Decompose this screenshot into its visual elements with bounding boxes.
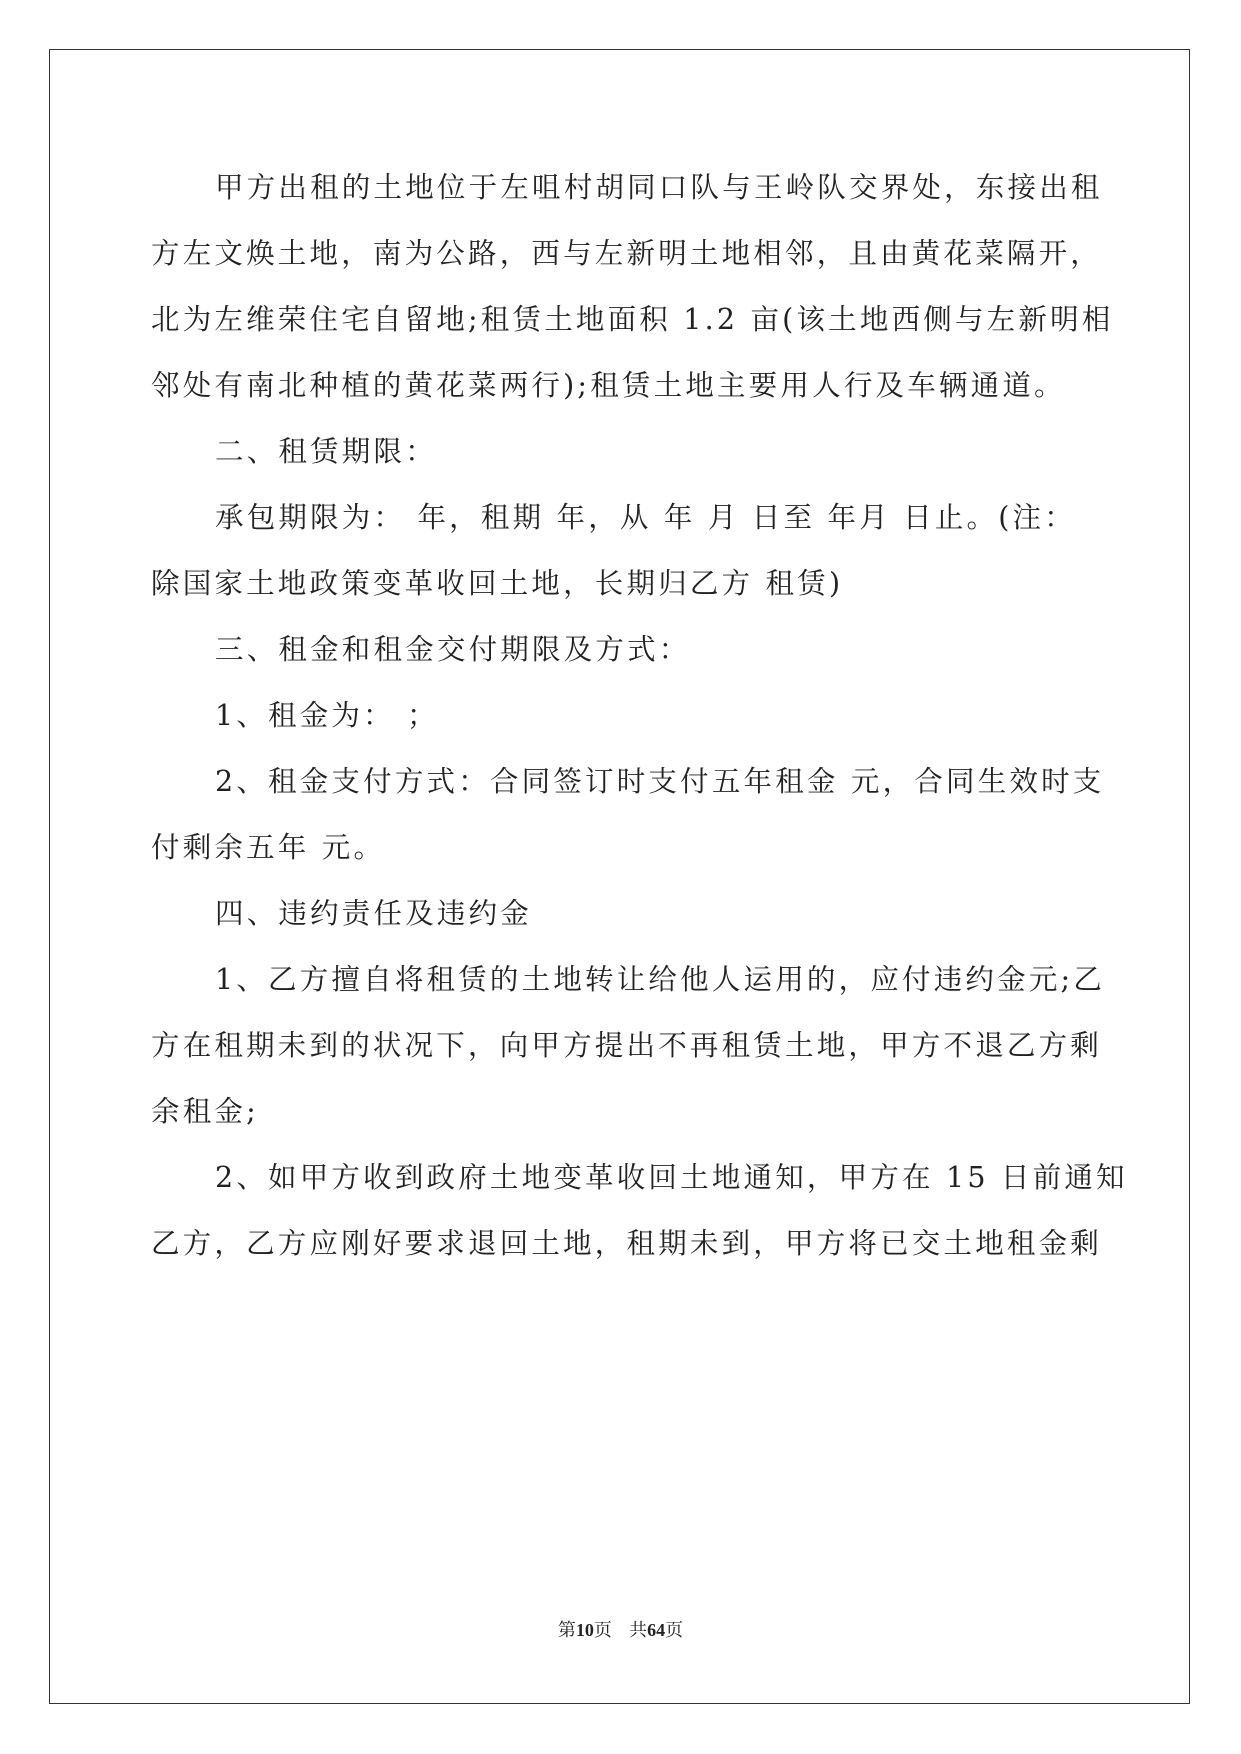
- text-line: 北为左维荣住宅自留地;租赁土地面积 1.2 亩(该土地西侧与左新明相: [151, 303, 1114, 336]
- footer-suffix: 页: [665, 1620, 684, 1641]
- text-line: 甲方出租的土地位于左咀村胡同口队与王岭队交界处，东接出租: [215, 171, 1103, 204]
- text-line: 邻处有南北种植的黄花菜两行);租赁土地主要用人行及车辆通道。: [151, 369, 1066, 402]
- total-page-number: 64: [647, 1620, 666, 1640]
- text-line: 乙方，乙方应刚好要求退回土地，租期未到，甲方将已交土地租金剩: [151, 1227, 1103, 1260]
- footer-prefix: 第: [557, 1620, 576, 1641]
- text-line: 余租金;: [151, 1095, 259, 1128]
- text-line: 除国家土地政策变革收回土地，长期归乙方 租赁): [151, 567, 844, 600]
- section-heading: 四、违约责任及违约金: [215, 897, 533, 930]
- text-line: 方左文焕土地，南为公路，西与左新明土地相邻，且由黄花菜隔开，: [151, 237, 1103, 270]
- page-border: [49, 49, 1190, 1704]
- text-line: 1、租金为： ；: [215, 699, 439, 732]
- footer-middle: 页 共: [593, 1620, 648, 1641]
- section-heading: 二、租赁期限：: [215, 435, 437, 468]
- text-line: 2、如甲方收到政府土地变革收回土地通知，甲方在 15 日前通知: [215, 1161, 1128, 1194]
- text-line: 方在租期未到的状况下，向甲方提出不再租赁土地，甲方不退乙方剩: [151, 1029, 1103, 1062]
- page-footer: [0, 1618, 1241, 1643]
- text-line: 2、租金支付方式：合同签订时支付五年租金 元，合同生效时支: [215, 765, 1105, 798]
- text-line: 付剩余五年 元。: [151, 831, 386, 864]
- text-line: 1、乙方擅自将租赁的土地转让给他人运用的，应付违约金元;乙: [215, 963, 1106, 996]
- current-page-number: 10: [575, 1620, 594, 1640]
- text-line: 承包期限为： 年，租期 年，从 年 月 日至 年月 日止。(注：: [215, 501, 1076, 534]
- section-heading: 三、租金和租金交付期限及方式：: [215, 633, 691, 666]
